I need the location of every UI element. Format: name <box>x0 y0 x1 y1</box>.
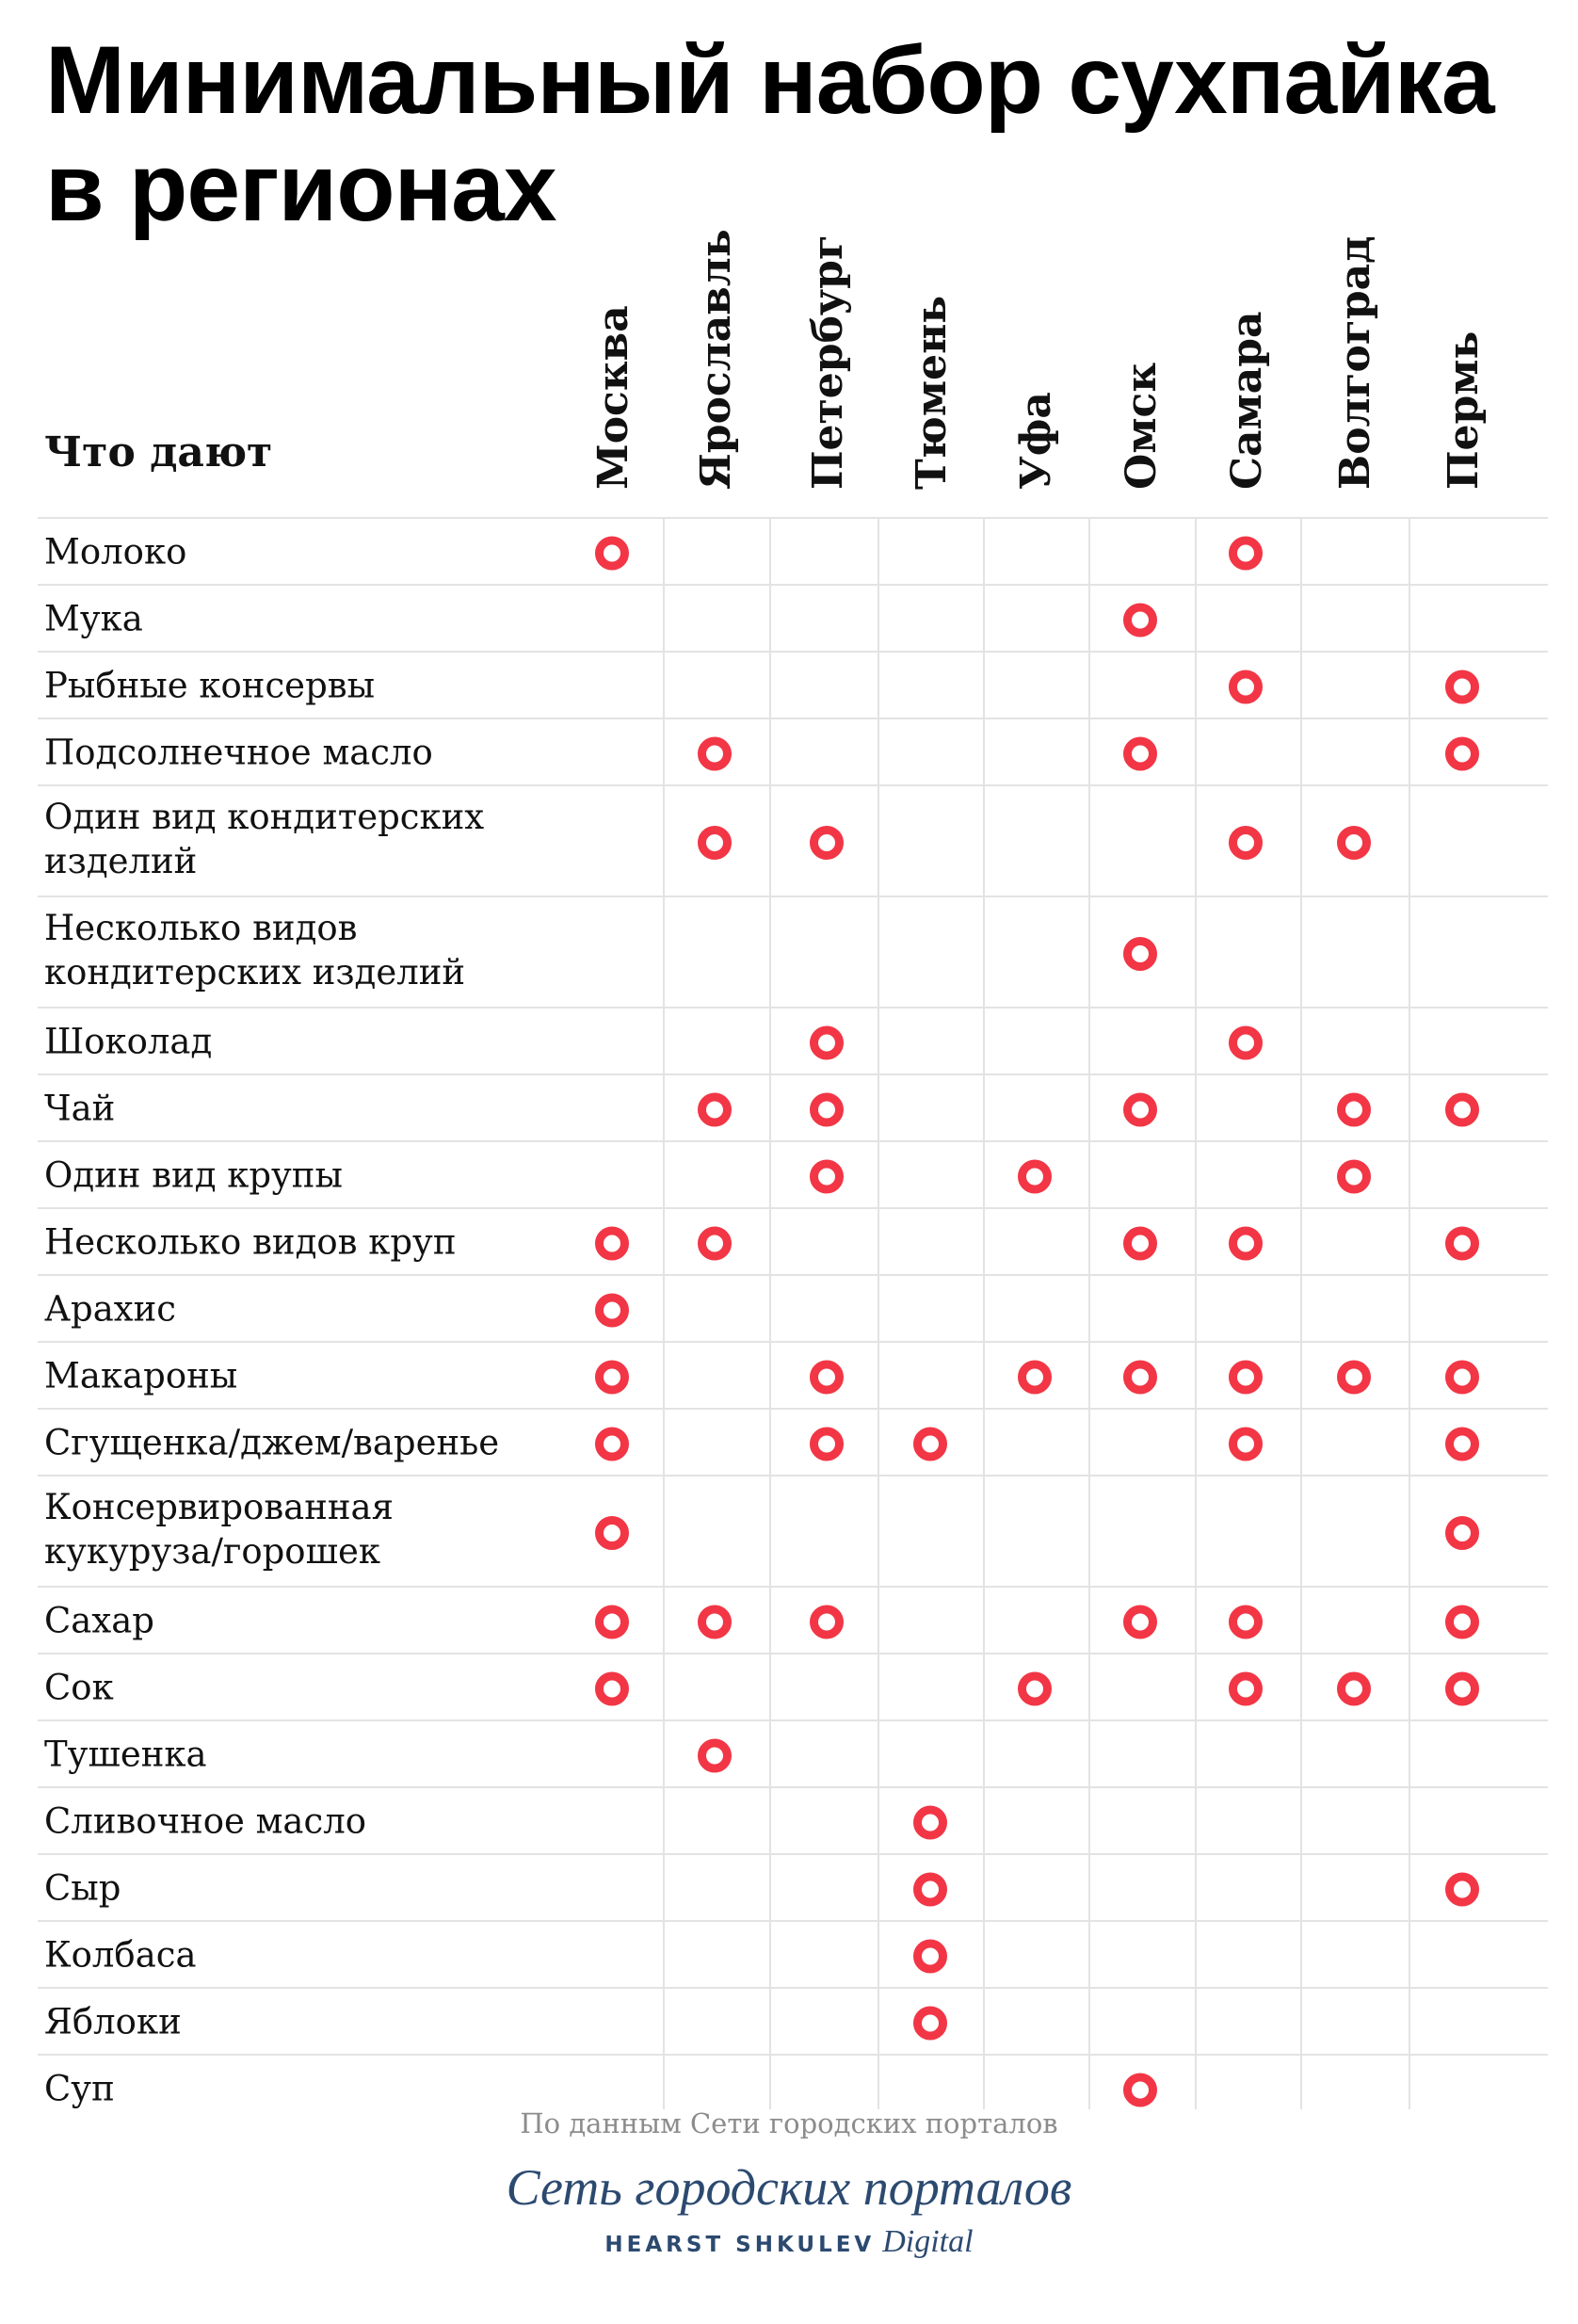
marker-r19-4 <box>918 1877 943 1902</box>
column-header-9: Пермь <box>1440 331 1488 490</box>
marker-r16-9 <box>1450 1676 1475 1702</box>
marker-r15-1 <box>600 1609 625 1635</box>
row-label-6-line-2: кондитерских изделий <box>44 952 466 993</box>
marker-r11-1 <box>600 1298 625 1323</box>
row-label-17: Тушенка <box>44 1734 207 1775</box>
row-label-18: Сливочное масло <box>44 1800 366 1842</box>
marker-r15-9 <box>1450 1609 1475 1635</box>
marker-r10-6 <box>1128 1231 1153 1256</box>
row-label-8: Чай <box>44 1088 116 1129</box>
marker-r13-9 <box>1450 1431 1475 1457</box>
marker-r15-6 <box>1128 1609 1153 1635</box>
row-label-2: Мука <box>44 598 143 639</box>
source-note: По данным Сети городских порталов <box>520 2107 1058 2139</box>
row-label-1: Молоко <box>44 531 187 573</box>
marker-r14-9 <box>1450 1521 1475 1546</box>
marker-r15-3 <box>814 1609 840 1635</box>
marker-r12-5 <box>1022 1364 1048 1390</box>
marker-r5-7 <box>1233 831 1259 856</box>
marker-r17-2 <box>702 1743 728 1768</box>
column-header-5: Уфа <box>1012 392 1060 490</box>
marker-r10-1 <box>600 1231 625 1256</box>
marker-r12-9 <box>1450 1364 1475 1390</box>
marker-r2-6 <box>1128 607 1153 633</box>
marker-r12-6 <box>1128 1364 1153 1390</box>
publisher-logo-subline <box>0 2224 1578 2260</box>
marker-r16-7 <box>1233 1676 1259 1702</box>
marker-r9-5 <box>1022 1164 1048 1189</box>
row-label-6 <box>44 908 465 993</box>
row-label-7: Шоколад <box>44 1021 213 1062</box>
row-label-6-line-1: Несколько видов <box>44 908 358 948</box>
marker-r6-6 <box>1128 942 1153 967</box>
row-label-12: Макароны <box>44 1355 238 1396</box>
row-label-5-line-1: Один вид кондитерских <box>44 797 485 837</box>
marker-r1-7 <box>1233 541 1259 566</box>
row-label-10: Несколько видов круп <box>44 1221 457 1263</box>
marker-r14-1 <box>600 1521 625 1546</box>
marker-r12-3 <box>814 1364 840 1390</box>
marker-r5-2 <box>702 831 728 856</box>
marker-r10-2 <box>702 1231 728 1256</box>
marker-r4-6 <box>1128 741 1153 767</box>
marker-r7-7 <box>1233 1030 1259 1056</box>
marker-r8-2 <box>702 1097 728 1122</box>
row-label-4: Подсолнечное масло <box>44 732 433 773</box>
row-label-19: Сыр <box>44 1867 121 1909</box>
marker-r20-4 <box>918 1944 943 1969</box>
marker-r13-1 <box>600 1431 625 1457</box>
marker-r8-9 <box>1450 1097 1475 1122</box>
marker-r13-4 <box>918 1431 943 1457</box>
row-label-3: Рыбные консервы <box>44 665 376 706</box>
marker-r5-8 <box>1342 831 1367 856</box>
marker-r3-9 <box>1450 674 1475 700</box>
publisher-logo-digital: Digital <box>882 2224 974 2259</box>
marker-r10-9 <box>1450 1231 1475 1256</box>
column-header-1: Москва <box>589 305 637 490</box>
marker-r22-6 <box>1128 2077 1153 2103</box>
chart-title-line-2: в регионах <box>45 134 556 241</box>
row-header-label: Что дают <box>44 428 273 476</box>
marker-r7-3 <box>814 1030 840 1056</box>
marker-r8-3 <box>814 1097 840 1122</box>
row-label-5 <box>44 797 484 881</box>
column-header-3: Петербург <box>804 234 852 490</box>
row-label-22: Суп <box>44 2068 115 2109</box>
marker-r5-3 <box>814 831 840 856</box>
marker-r12-8 <box>1342 1364 1367 1390</box>
column-header-2: Ярославль <box>692 229 740 490</box>
marker-r16-1 <box>600 1676 625 1702</box>
marker-r18-4 <box>918 1810 943 1835</box>
column-header-4: Тюмень <box>908 295 956 490</box>
marker-r10-7 <box>1233 1231 1259 1256</box>
row-label-20: Колбаса <box>44 1934 197 1976</box>
marker-r13-3 <box>814 1431 840 1457</box>
marker-r12-1 <box>600 1364 625 1390</box>
marker-r12-7 <box>1233 1364 1259 1390</box>
marker-r3-7 <box>1233 674 1259 700</box>
row-label-15: Сахар <box>44 1600 154 1641</box>
row-label-14 <box>44 1487 394 1572</box>
marker-r19-9 <box>1450 1877 1475 1902</box>
marker-r4-9 <box>1450 741 1475 767</box>
column-header-8: Волгоград <box>1331 235 1379 490</box>
row-label-5-line-2: изделий <box>44 841 198 881</box>
column-header-6: Омск <box>1118 362 1166 490</box>
row-label-14-line-1: Консервированная <box>44 1487 394 1527</box>
chart-title-line-1: Минимальный набор сухпайка <box>45 26 1494 134</box>
marker-r4-2 <box>702 741 728 767</box>
column-header-7: Самара <box>1223 311 1271 490</box>
marker-r13-7 <box>1233 1431 1259 1457</box>
marker-r9-3 <box>814 1164 840 1189</box>
marker-r15-2 <box>702 1609 728 1635</box>
marker-r16-5 <box>1022 1676 1048 1702</box>
marker-r8-6 <box>1128 1097 1153 1122</box>
marker-r16-8 <box>1342 1676 1367 1702</box>
row-label-11: Арахис <box>44 1288 177 1330</box>
marker-r9-8 <box>1342 1164 1367 1189</box>
marker-r1-1 <box>600 541 625 566</box>
row-label-9: Один вид крупы <box>44 1154 343 1196</box>
row-label-13: Сгущенка/джем/варенье <box>44 1422 500 1463</box>
row-label-21: Яблоки <box>44 2001 182 2042</box>
publisher-logo-caps: HEARST SHKULEV <box>604 2233 876 2257</box>
marker-r21-4 <box>918 2010 943 2036</box>
marker-r8-8 <box>1342 1097 1367 1122</box>
row-label-14-line-2: кукуруза/горошек <box>44 1531 380 1572</box>
marker-r15-7 <box>1233 1609 1259 1635</box>
row-label-16: Сок <box>44 1667 114 1708</box>
publisher-logo: Сеть городских порталов <box>506 2159 1072 2216</box>
